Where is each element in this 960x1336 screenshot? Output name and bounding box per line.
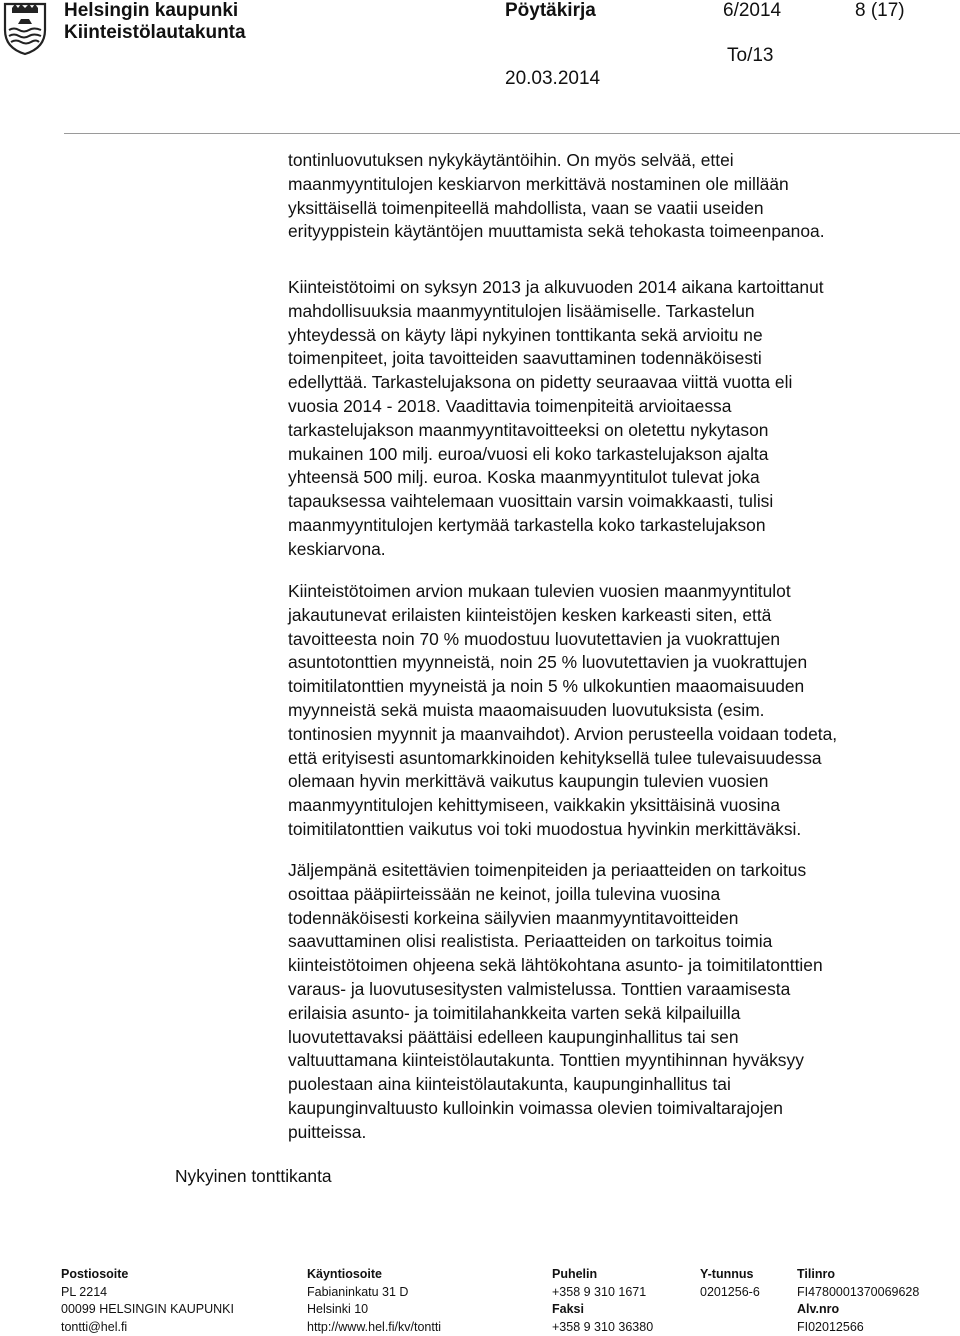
text-line: mukainen 100 milj. euroa/vuosi eli koko tarkastelujakson ajalta [288,444,768,464]
footer [0,1266,960,1332]
text-line: tontinosien myynnit ja maanvaihdot). Arvion perusteella voidaan todeta, [288,724,837,744]
section-heading: Nykyinen tonttikanta [175,1164,332,1188]
paragraph-4 [288,859,940,1145]
page-number: 8 (17) [855,0,905,22]
text-line: valtuuttamana kiinteistölautakunta. Tonttien myyntihinnan hyväksyy [288,1050,804,1070]
text-line: keskiarvona. [288,539,386,559]
footer-heading: Puhelin [552,1266,653,1284]
footer-line: PL 2214 [61,1284,234,1302]
header-divider [64,133,960,134]
text-line: puitteissa. [288,1122,366,1142]
text-line: toimenpiteet, joita tavoitteiden saavuttaminen todennäköisesti [288,348,762,368]
text-line: tapauksessa vaihtelemaan vuosittain varsin voimakkaasti, tulisi [288,491,773,511]
footer-website-link[interactable]: http://www.hel.fi/kv/tontti [307,1319,441,1336]
text-line: osoittaa pääpiirteissään ne keinot, joilla tulevina vuosina [288,884,720,904]
footer-heading: Käyntiosoite [307,1266,441,1284]
board-name: Kiinteistölautakunta [64,22,246,44]
footer-line: +358 9 310 36380 [552,1319,653,1336]
text-line: saavuttaminen olisi realistista. Periaatteiden on tarkoitus toimia [288,931,772,951]
text-line: yhteydessä on käyty läpi nykyinen tonttikanta sekä arvioitu ne [288,325,763,345]
text-line: toimitilatonttien myyneistä ja noin 5 % ulkokuntien maaomaisuuden [288,676,804,696]
text-line: maanmyyntitulojen keskiarvon merkittävä nostaminen ole millään [288,174,789,194]
footer-line: +358 9 310 1671 [552,1284,653,1302]
text-line: olemaan hyvin merkittävä vaikutus kaupungin tulevien vuosien [288,771,768,791]
text-line: todennäköisesti korkeina säilyvien maanmyyntitavoitteiden [288,908,738,928]
text-line: mahdollisuuksia maanmyyntitulojen lisäämiselle. Tarkastelun [288,301,755,321]
footer-heading: Y-tunnus [700,1266,760,1284]
text-line: puolestaan aina kiinteistölautakunta, kaupunginhallitus tai [288,1074,731,1094]
issue-number: 6/2014 [723,0,781,22]
text-line: toimitilatonttien vaikutus voi toki muodostua hyvinkin merkittäväksi. [288,819,801,839]
text-line: tavoitteesta noin 70 % muodostuu luovutettavien ja vuokrattujen [288,629,780,649]
text-line: tontinluovutuksen nykykäytäntöihin. On myös selvää, ettei [288,150,734,170]
text-line: erilaisia asunto- ja toimitilahankkeita varten sekä kilpailuilla [288,1003,740,1023]
text-line: jakautunevat erilaisten kiinteistöjen kesken karkeasti siten, että [288,605,771,625]
text-line: myynneistä sekä muista maaomaisuuden luovutuksista (esim. [288,700,765,720]
paragraph-3 [288,580,940,842]
footer-line: 0201256-6 [700,1284,760,1302]
footer-business-id [700,1266,760,1301]
footer-line: Fabianinkatu 31 D [307,1284,441,1302]
footer-postal-address [61,1266,234,1336]
city-name: Helsingin kaupunki [64,0,238,22]
text-line: Jäljempänä esitettävien toimenpiteiden ja periaatteiden on tarkoitus [288,860,806,880]
text-line: erityyppistein käytäntöjen muuttamista sekä tehokasta toimeenpanoa. [288,221,825,241]
document-type: Pöytäkirja [505,0,596,22]
meeting-date: 20.03.2014 [505,68,600,90]
footer-heading: Faksi [552,1301,653,1319]
footer-heading: Postiosoite [61,1266,234,1284]
footer-heading: Tilinro [797,1266,919,1284]
text-line: luovutettavaksi päättäisi edelleen kaupunginhallitus tai sen [288,1027,739,1047]
text-line: että erityisesti asuntomarkkinoiden kehityksellä tulee tulevaisuudessa [288,748,822,768]
text-line: yhteensä 500 milj. euroa. Koska maanmyyntitulot tulevat joka [288,467,760,487]
text-line: Kiinteistötoimi on syksyn 2013 ja alkuvuoden 2014 aikana kartoittanut [288,277,824,297]
footer-line: Helsinki 10 [307,1301,441,1319]
footer-email-link[interactable]: tontti@hel.fi [61,1319,234,1336]
text-line: tarkastelujakson maanmyyntitavoitteeksi on oletettu nykytason [288,420,768,440]
footer-line: 00099 HELSINGIN KAUPUNKI [61,1301,234,1319]
text-line: asuntotonttien myynneistä, noin 25 % luovutettavien ja vuokrattujen [288,652,807,672]
text-line: vuosia 2014 - 2018. Vaadittavia toimenpiteitä arvioitaessa [288,396,731,416]
text-line: Kiinteistötoimen arvion mukaan tulevien vuosien maanmyyntitulot [288,581,791,601]
text-line: maanmyyntitulojen kertymää tarkastella koko tarkastelujakson [288,515,766,535]
text-line: kaupunginvaltuusto kulloinkin voimassa olevien toimivaltarajojen [288,1098,783,1118]
paragraph-2 [288,276,940,562]
footer-heading: Alv.nro [797,1301,919,1319]
text-line: maanmyyntitulojen kehittymiseen, vaikkakin yksittäisinä vuosina [288,795,780,815]
footer-bank-account [797,1266,919,1336]
footer-visiting-address [307,1266,441,1336]
paragraph-1 [288,149,940,244]
text-line: yksittäisellä toimenpiteellä mahdollista, vaan se vaatii useiden [288,198,764,218]
footer-line: FI4780001370069628 [797,1284,919,1302]
footer-phone [552,1266,653,1336]
text-line: varaus- ja luovutusesitysten valmistelussa. Tonttien varaamisesta [288,979,790,999]
helsinki-crest-logo [2,0,48,56]
footer-line: FI02012566 [797,1319,919,1336]
text-line: edellyttää. Tarkastelujaksona on pidetty seuraavaa viittä vuotta eli [288,372,792,392]
text-line: kiinteistötoimen ohjeena sekä lähtökohtana asunto- ja toimitilatonttien [288,955,823,975]
section-number: To/13 [727,45,773,67]
